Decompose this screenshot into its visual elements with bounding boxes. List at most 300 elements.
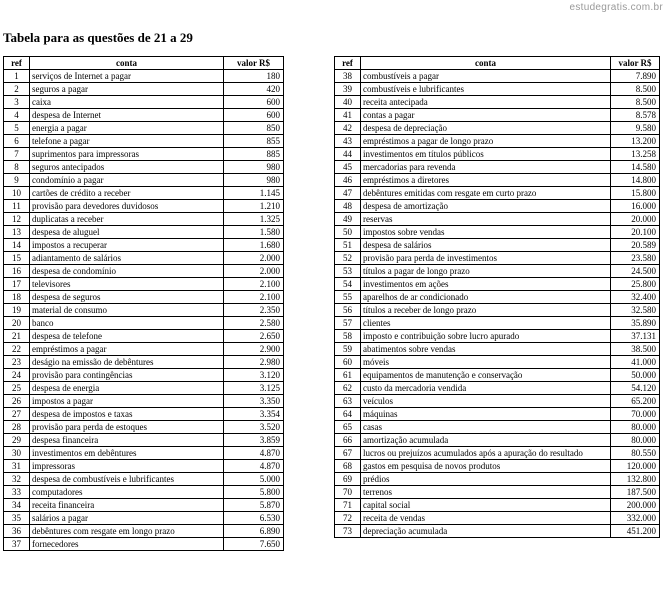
row-valor: 25.800 <box>611 278 660 291</box>
row-valor: 600 <box>224 96 284 109</box>
valor-header: valor R$ <box>224 57 284 70</box>
row-ref: 9 <box>4 174 30 187</box>
table-row <box>4 83 284 96</box>
table-row <box>4 161 284 174</box>
row-valor: 6.530 <box>224 512 284 525</box>
table-row <box>335 278 660 291</box>
row-ref: 58 <box>335 330 361 343</box>
row-conta: veículos <box>361 395 611 408</box>
row-valor: 7.650 <box>224 538 284 551</box>
row-ref: 40 <box>335 96 361 109</box>
row-valor: 54.120 <box>611 382 660 395</box>
row-valor: 5.800 <box>224 486 284 499</box>
row-ref: 2 <box>4 83 30 96</box>
row-valor: 41.000 <box>611 356 660 369</box>
row-conta: receita financeira <box>30 499 224 512</box>
row-ref: 42 <box>335 122 361 135</box>
row-valor: 2.900 <box>224 343 284 356</box>
row-valor: 37.131 <box>611 330 660 343</box>
accounts-table-left <box>3 56 284 551</box>
row-valor: 187.500 <box>611 486 660 499</box>
table-row <box>4 226 284 239</box>
row-ref: 8 <box>4 161 30 174</box>
row-ref: 31 <box>4 460 30 473</box>
table-row <box>4 304 284 317</box>
row-valor: 2.000 <box>224 265 284 278</box>
table-row <box>4 109 284 122</box>
table-row <box>4 213 284 226</box>
row-ref: 4 <box>4 109 30 122</box>
row-ref: 33 <box>4 486 30 499</box>
row-conta: despesa de condomínio <box>30 265 224 278</box>
row-valor: 3.350 <box>224 395 284 408</box>
row-valor: 4.870 <box>224 460 284 473</box>
row-ref: 54 <box>335 278 361 291</box>
table-row <box>335 395 660 408</box>
row-conta: seguros a pagar <box>30 83 224 96</box>
table-row <box>4 369 284 382</box>
row-valor: 3.520 <box>224 421 284 434</box>
row-valor: 14.800 <box>611 174 660 187</box>
row-valor: 4.870 <box>224 447 284 460</box>
table-header-row <box>4 57 284 70</box>
row-ref: 68 <box>335 460 361 473</box>
row-valor: 5.000 <box>224 473 284 486</box>
row-conta: depreciação acumulada <box>361 525 611 538</box>
row-ref: 23 <box>4 356 30 369</box>
row-valor: 850 <box>224 122 284 135</box>
row-ref: 65 <box>335 421 361 434</box>
row-conta: serviços de Internet a pagar <box>30 70 224 83</box>
row-conta: empréstimos a pagar de longo prazo <box>361 135 611 148</box>
row-ref: 61 <box>335 369 361 382</box>
row-conta: despesa de amortização <box>361 200 611 213</box>
row-ref: 19 <box>4 304 30 317</box>
row-conta: provisão para contingências <box>30 369 224 382</box>
table-row <box>4 460 284 473</box>
table-row <box>335 83 660 96</box>
row-ref: 13 <box>4 226 30 239</box>
row-ref: 27 <box>4 408 30 421</box>
row-conta: empréstimos a pagar <box>30 343 224 356</box>
row-conta: despesa de energia <box>30 382 224 395</box>
row-ref: 55 <box>335 291 361 304</box>
table-row <box>335 512 660 525</box>
table-row <box>4 174 284 187</box>
row-ref: 25 <box>4 382 30 395</box>
row-ref: 11 <box>4 200 30 213</box>
row-conta: imposto e contribuição sobre lucro apurado <box>361 330 611 343</box>
table-row <box>335 252 660 265</box>
row-valor: 132.800 <box>611 473 660 486</box>
row-conta: salários a pagar <box>30 512 224 525</box>
row-conta: impostos sobre vendas <box>361 226 611 239</box>
row-ref: 35 <box>4 512 30 525</box>
row-conta: equipamentos de manutenção e conservação <box>361 369 611 382</box>
table-row <box>4 200 284 213</box>
row-conta: despesa financeira <box>30 434 224 447</box>
table-row <box>335 122 660 135</box>
row-valor: 2.350 <box>224 304 284 317</box>
row-valor: 3.354 <box>224 408 284 421</box>
row-conta: adiantamento de salários <box>30 252 224 265</box>
row-conta: móveis <box>361 356 611 369</box>
row-ref: 45 <box>335 161 361 174</box>
table-row <box>4 239 284 252</box>
table-row <box>4 330 284 343</box>
row-valor: 38.500 <box>611 343 660 356</box>
row-conta: terrenos <box>361 486 611 499</box>
row-valor: 2.100 <box>224 278 284 291</box>
table-row <box>335 291 660 304</box>
row-conta: material de consumo <box>30 304 224 317</box>
row-ref: 66 <box>335 434 361 447</box>
row-ref: 67 <box>335 447 361 460</box>
row-conta: provisão para perda de estoques <box>30 421 224 434</box>
row-conta: impostos a pagar <box>30 395 224 408</box>
row-valor: 23.580 <box>611 252 660 265</box>
row-ref: 32 <box>4 473 30 486</box>
table-row <box>4 382 284 395</box>
row-ref: 60 <box>335 356 361 369</box>
row-valor: 2.650 <box>224 330 284 343</box>
table-row <box>335 382 660 395</box>
row-valor: 80.550 <box>611 447 660 460</box>
table-row <box>335 434 660 447</box>
table-row <box>335 330 660 343</box>
table-row <box>4 499 284 512</box>
table-row <box>4 96 284 109</box>
row-valor: 1.325 <box>224 213 284 226</box>
conta-header: conta <box>361 57 611 70</box>
table-row <box>4 421 284 434</box>
row-valor: 80.000 <box>611 434 660 447</box>
row-ref: 30 <box>4 447 30 460</box>
table-row <box>335 525 660 538</box>
row-ref: 26 <box>4 395 30 408</box>
row-valor: 1.210 <box>224 200 284 213</box>
table-row <box>4 265 284 278</box>
row-valor: 1.580 <box>224 226 284 239</box>
row-conta: receita de vendas <box>361 512 611 525</box>
ref-header: ref <box>335 57 361 70</box>
row-ref: 70 <box>335 486 361 499</box>
row-valor: 8.578 <box>611 109 660 122</box>
row-ref: 7 <box>4 148 30 161</box>
row-conta: fornecedores <box>30 538 224 551</box>
table-row <box>4 187 284 200</box>
row-conta: debêntures emitidas com resgate em curto prazo <box>361 187 611 200</box>
row-ref: 1 <box>4 70 30 83</box>
table-row <box>335 96 660 109</box>
row-conta: despesa de Internet <box>30 109 224 122</box>
row-conta: cartões de crédito a receber <box>30 187 224 200</box>
row-conta: reservas <box>361 213 611 226</box>
row-conta: aparelhos de ar condicionado <box>361 291 611 304</box>
row-conta: deságio na emissão de debêntures <box>30 356 224 369</box>
row-valor: 180 <box>224 70 284 83</box>
row-valor: 2.000 <box>224 252 284 265</box>
row-conta: títulos a receber de longo prazo <box>361 304 611 317</box>
table-header-row <box>335 57 660 70</box>
row-ref: 28 <box>4 421 30 434</box>
page-title: Tabela para as questões de 21 a 29 <box>3 30 193 45</box>
table-row <box>4 135 284 148</box>
ref-header: ref <box>4 57 30 70</box>
row-conta: computadores <box>30 486 224 499</box>
row-valor: 1.680 <box>224 239 284 252</box>
valor-header: valor R$ <box>611 57 660 70</box>
row-conta: despesa de aluguel <box>30 226 224 239</box>
row-valor: 7.890 <box>611 70 660 83</box>
table-row <box>335 226 660 239</box>
table-row <box>335 239 660 252</box>
row-conta: impostos a recuperar <box>30 239 224 252</box>
row-valor: 855 <box>224 135 284 148</box>
table-row <box>4 70 284 83</box>
row-ref: 22 <box>4 343 30 356</box>
table-row <box>335 187 660 200</box>
row-ref: 15 <box>4 252 30 265</box>
row-valor: 24.500 <box>611 265 660 278</box>
table-row <box>4 148 284 161</box>
row-conta: investimentos em debêntures <box>30 447 224 460</box>
table-row <box>4 434 284 447</box>
table-row <box>4 291 284 304</box>
table-row <box>4 447 284 460</box>
watermark: estudegratis.com.br <box>569 2 663 13</box>
row-conta: despesa de salários <box>361 239 611 252</box>
row-ref: 53 <box>335 265 361 278</box>
row-ref: 44 <box>335 148 361 161</box>
row-valor: 2.980 <box>224 356 284 369</box>
table-row <box>335 343 660 356</box>
row-valor: 20.000 <box>611 213 660 226</box>
row-valor: 6.890 <box>224 525 284 538</box>
row-ref: 50 <box>335 226 361 239</box>
row-conta: debêntures com resgate em longo prazo <box>30 525 224 538</box>
row-ref: 39 <box>335 83 361 96</box>
table-row <box>4 512 284 525</box>
table-row <box>4 278 284 291</box>
row-valor: 3.120 <box>224 369 284 382</box>
row-ref: 46 <box>335 174 361 187</box>
row-valor: 32.400 <box>611 291 660 304</box>
table-row <box>335 460 660 473</box>
table-row <box>335 265 660 278</box>
row-ref: 63 <box>335 395 361 408</box>
table-row <box>335 174 660 187</box>
table-row <box>4 395 284 408</box>
row-conta: despesa de depreciação <box>361 122 611 135</box>
row-conta: caixa <box>30 96 224 109</box>
row-conta: seguros antecipados <box>30 161 224 174</box>
table-row <box>335 148 660 161</box>
row-valor: 120.000 <box>611 460 660 473</box>
table-row <box>4 538 284 551</box>
table-row <box>335 161 660 174</box>
row-valor: 16.000 <box>611 200 660 213</box>
row-conta: televisores <box>30 278 224 291</box>
table-row <box>335 304 660 317</box>
row-conta: suprimentos para impressoras <box>30 148 224 161</box>
row-valor: 13.200 <box>611 135 660 148</box>
row-conta: mercadorias para revenda <box>361 161 611 174</box>
row-conta: combustíveis e lubrificantes <box>361 83 611 96</box>
row-conta: condomínio a pagar <box>30 174 224 187</box>
row-ref: 6 <box>4 135 30 148</box>
table-row <box>4 122 284 135</box>
row-valor: 9.580 <box>611 122 660 135</box>
row-conta: abatimentos sobre vendas <box>361 343 611 356</box>
row-ref: 24 <box>4 369 30 382</box>
row-ref: 16 <box>4 265 30 278</box>
row-ref: 14 <box>4 239 30 252</box>
row-ref: 29 <box>4 434 30 447</box>
row-valor: 13.258 <box>611 148 660 161</box>
row-ref: 18 <box>4 291 30 304</box>
row-valor: 600 <box>224 109 284 122</box>
row-ref: 37 <box>4 538 30 551</box>
row-valor: 70.000 <box>611 408 660 421</box>
table-row <box>335 356 660 369</box>
row-valor: 980 <box>224 161 284 174</box>
row-ref: 41 <box>335 109 361 122</box>
row-ref: 48 <box>335 200 361 213</box>
row-valor: 50.000 <box>611 369 660 382</box>
row-conta: custo da mercadoria vendida <box>361 382 611 395</box>
row-ref: 38 <box>335 70 361 83</box>
row-conta: prédios <box>361 473 611 486</box>
row-ref: 10 <box>4 187 30 200</box>
row-ref: 43 <box>335 135 361 148</box>
table-row <box>335 421 660 434</box>
row-conta: banco <box>30 317 224 330</box>
row-ref: 5 <box>4 122 30 135</box>
row-ref: 62 <box>335 382 361 395</box>
row-ref: 21 <box>4 330 30 343</box>
table-row <box>335 70 660 83</box>
row-valor: 332.000 <box>611 512 660 525</box>
row-valor: 3.859 <box>224 434 284 447</box>
row-conta: despesa de impostos e taxas <box>30 408 224 421</box>
row-valor: 2.100 <box>224 291 284 304</box>
row-valor: 420 <box>224 83 284 96</box>
table-row <box>335 473 660 486</box>
row-valor: 8.500 <box>611 83 660 96</box>
table-row <box>4 343 284 356</box>
row-valor: 885 <box>224 148 284 161</box>
row-conta: máquinas <box>361 408 611 421</box>
table-row <box>4 356 284 369</box>
row-conta: gastos em pesquisa de novos produtos <box>361 460 611 473</box>
row-ref: 49 <box>335 213 361 226</box>
row-ref: 71 <box>335 499 361 512</box>
row-conta: combustíveis a pagar <box>361 70 611 83</box>
row-ref: 20 <box>4 317 30 330</box>
row-valor: 200.000 <box>611 499 660 512</box>
row-conta: telefone a pagar <box>30 135 224 148</box>
row-ref: 72 <box>335 512 361 525</box>
row-valor: 980 <box>224 174 284 187</box>
row-ref: 69 <box>335 473 361 486</box>
row-valor: 14.580 <box>611 161 660 174</box>
table-row <box>4 486 284 499</box>
row-valor: 451.200 <box>611 525 660 538</box>
row-valor: 3.125 <box>224 382 284 395</box>
row-valor: 15.800 <box>611 187 660 200</box>
row-conta: lucros ou prejuízos acumulados após a apuração do resultado <box>361 447 611 460</box>
row-valor: 5.870 <box>224 499 284 512</box>
row-ref: 47 <box>335 187 361 200</box>
table-row <box>4 317 284 330</box>
row-conta: provisão para devedores duvidosos <box>30 200 224 213</box>
table-row <box>4 473 284 486</box>
row-valor: 20.589 <box>611 239 660 252</box>
row-ref: 52 <box>335 252 361 265</box>
row-conta: investimentos em títulos públicos <box>361 148 611 161</box>
row-valor: 32.580 <box>611 304 660 317</box>
row-ref: 59 <box>335 343 361 356</box>
row-valor: 8.500 <box>611 96 660 109</box>
table-row <box>335 213 660 226</box>
row-ref: 57 <box>335 317 361 330</box>
table-row <box>335 369 660 382</box>
row-ref: 17 <box>4 278 30 291</box>
row-conta: investimentos em ações <box>361 278 611 291</box>
row-conta: contas a pagar <box>361 109 611 122</box>
table-row <box>335 408 660 421</box>
row-ref: 12 <box>4 213 30 226</box>
row-valor: 65.200 <box>611 395 660 408</box>
table-row <box>335 499 660 512</box>
accounts-table-right <box>334 56 660 538</box>
row-valor: 20.100 <box>611 226 660 239</box>
row-valor: 35.890 <box>611 317 660 330</box>
table-row <box>335 447 660 460</box>
table-row <box>4 408 284 421</box>
row-conta: empréstimos a diretores <box>361 174 611 187</box>
table-row <box>335 317 660 330</box>
table-row <box>4 525 284 538</box>
row-conta: despesa de combustíveis e lubrificantes <box>30 473 224 486</box>
row-conta: energia a pagar <box>30 122 224 135</box>
row-ref: 56 <box>335 304 361 317</box>
row-ref: 51 <box>335 239 361 252</box>
table-row <box>335 109 660 122</box>
row-conta: amortização acumulada <box>361 434 611 447</box>
row-conta: receita antecipada <box>361 96 611 109</box>
row-conta: clientes <box>361 317 611 330</box>
row-conta: impressoras <box>30 460 224 473</box>
row-conta: provisão para perda de investimentos <box>361 252 611 265</box>
row-valor: 2.580 <box>224 317 284 330</box>
row-conta: despesa de seguros <box>30 291 224 304</box>
row-valor: 1.145 <box>224 187 284 200</box>
row-conta: casas <box>361 421 611 434</box>
row-conta: capital social <box>361 499 611 512</box>
row-valor: 80.000 <box>611 421 660 434</box>
row-conta: títulos a pagar de longo prazo <box>361 265 611 278</box>
row-ref: 3 <box>4 96 30 109</box>
table-row <box>335 200 660 213</box>
row-conta: duplicatas a receber <box>30 213 224 226</box>
row-ref: 34 <box>4 499 30 512</box>
row-ref: 64 <box>335 408 361 421</box>
row-ref: 36 <box>4 525 30 538</box>
conta-header: conta <box>30 57 224 70</box>
row-ref: 73 <box>335 525 361 538</box>
